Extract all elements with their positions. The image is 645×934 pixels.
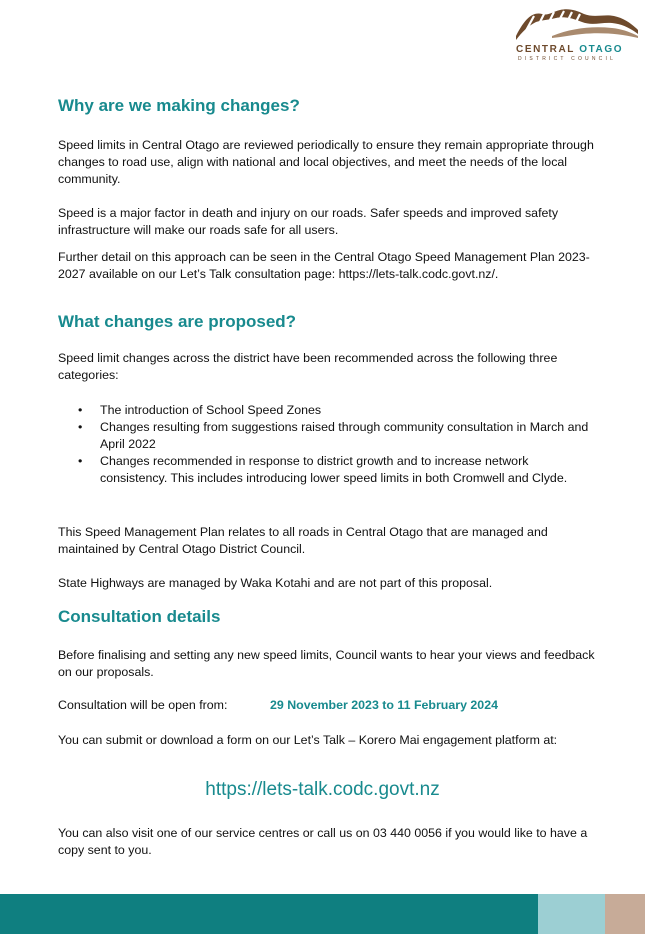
logo-brand-second: OTAGO xyxy=(579,44,624,55)
paragraph-views-feedback: Before finalising and setting any new speed limits, Council wants to hear your views and feedback on our proposals. xyxy=(58,648,595,679)
paragraph-contact: You can also visit one of our service centres or call us on 03 440 0056 if you would like to have a copy sent to you. xyxy=(58,826,588,857)
paragraph-state-highways: State Highways are managed by Waka Kotahi and are not part of this proposal. xyxy=(58,576,493,590)
logo-brand xyxy=(516,44,623,55)
hills-logo-icon xyxy=(512,6,640,44)
paragraph-safety: Speed is a major factor in death and injury on our roads. Safer speeds and improved safety infrastructure will make our roads safe for all users. xyxy=(58,206,559,237)
footer-bar-light xyxy=(538,894,605,934)
list-item-text: The introduction of School Speed Zones xyxy=(100,403,322,417)
paragraph-review: Speed limits in Central Otago are reviewed periodically to ensure they remain appropriate through changes to road use, align with national and local objectives, and meet the needs of the local community. xyxy=(58,138,594,186)
heading-proposed-changes: What changes are proposed? xyxy=(58,312,297,331)
list-item xyxy=(58,453,598,487)
paragraph-categories-intro: Speed limit changes across the district have been recommended across the following three categories: xyxy=(58,351,558,382)
logo-subtitle: DISTRICT COUNCIL xyxy=(518,56,617,62)
bullet-icon: • xyxy=(78,403,83,417)
council-logo xyxy=(512,6,640,62)
consultation-period-value: 29 November 2023 to 11 February 2024 xyxy=(270,698,498,712)
footer-bar-teal xyxy=(0,894,538,934)
footer-bar-tan xyxy=(605,894,645,934)
heading-why-changes: Why are we making changes? xyxy=(58,96,300,115)
bullet-icon: • xyxy=(78,420,83,434)
heading-consultation-details: Consultation details xyxy=(58,607,221,626)
lets-talk-link[interactable]: https://lets-talk.codc.govt.nz xyxy=(205,779,440,800)
list-item-text: Changes resulting from suggestions raised through community consultation in March and April 2022 xyxy=(100,420,589,451)
list-item xyxy=(58,419,598,453)
paragraph-submit-form: You can submit or download a form on our Let’s Talk – Korero Mai engagement platform at: xyxy=(58,733,558,747)
logo-brand-first: CENTRAL xyxy=(516,44,575,55)
list-item xyxy=(58,402,598,419)
category-list xyxy=(58,402,598,487)
list-item-text: Changes recommended in response to district growth and to increase network consistency. This includes introducing lower speed limits in both Cromwell and Clyde. xyxy=(100,454,568,485)
consultation-period-label: Consultation will be open from: xyxy=(58,698,228,712)
paragraph-further-detail: Further detail on this approach can be seen in the Central Otago Speed Management Plan 2023-2027 available on our Let’s Talk consultation page: https://lets-talk.codc.govt.nz/. xyxy=(58,250,590,281)
paragraph-plan-scope: This Speed Management Plan relates to all roads in Central Otago that are managed and maintained by Central Otago District Council. xyxy=(58,525,548,556)
bullet-icon: • xyxy=(78,454,83,468)
